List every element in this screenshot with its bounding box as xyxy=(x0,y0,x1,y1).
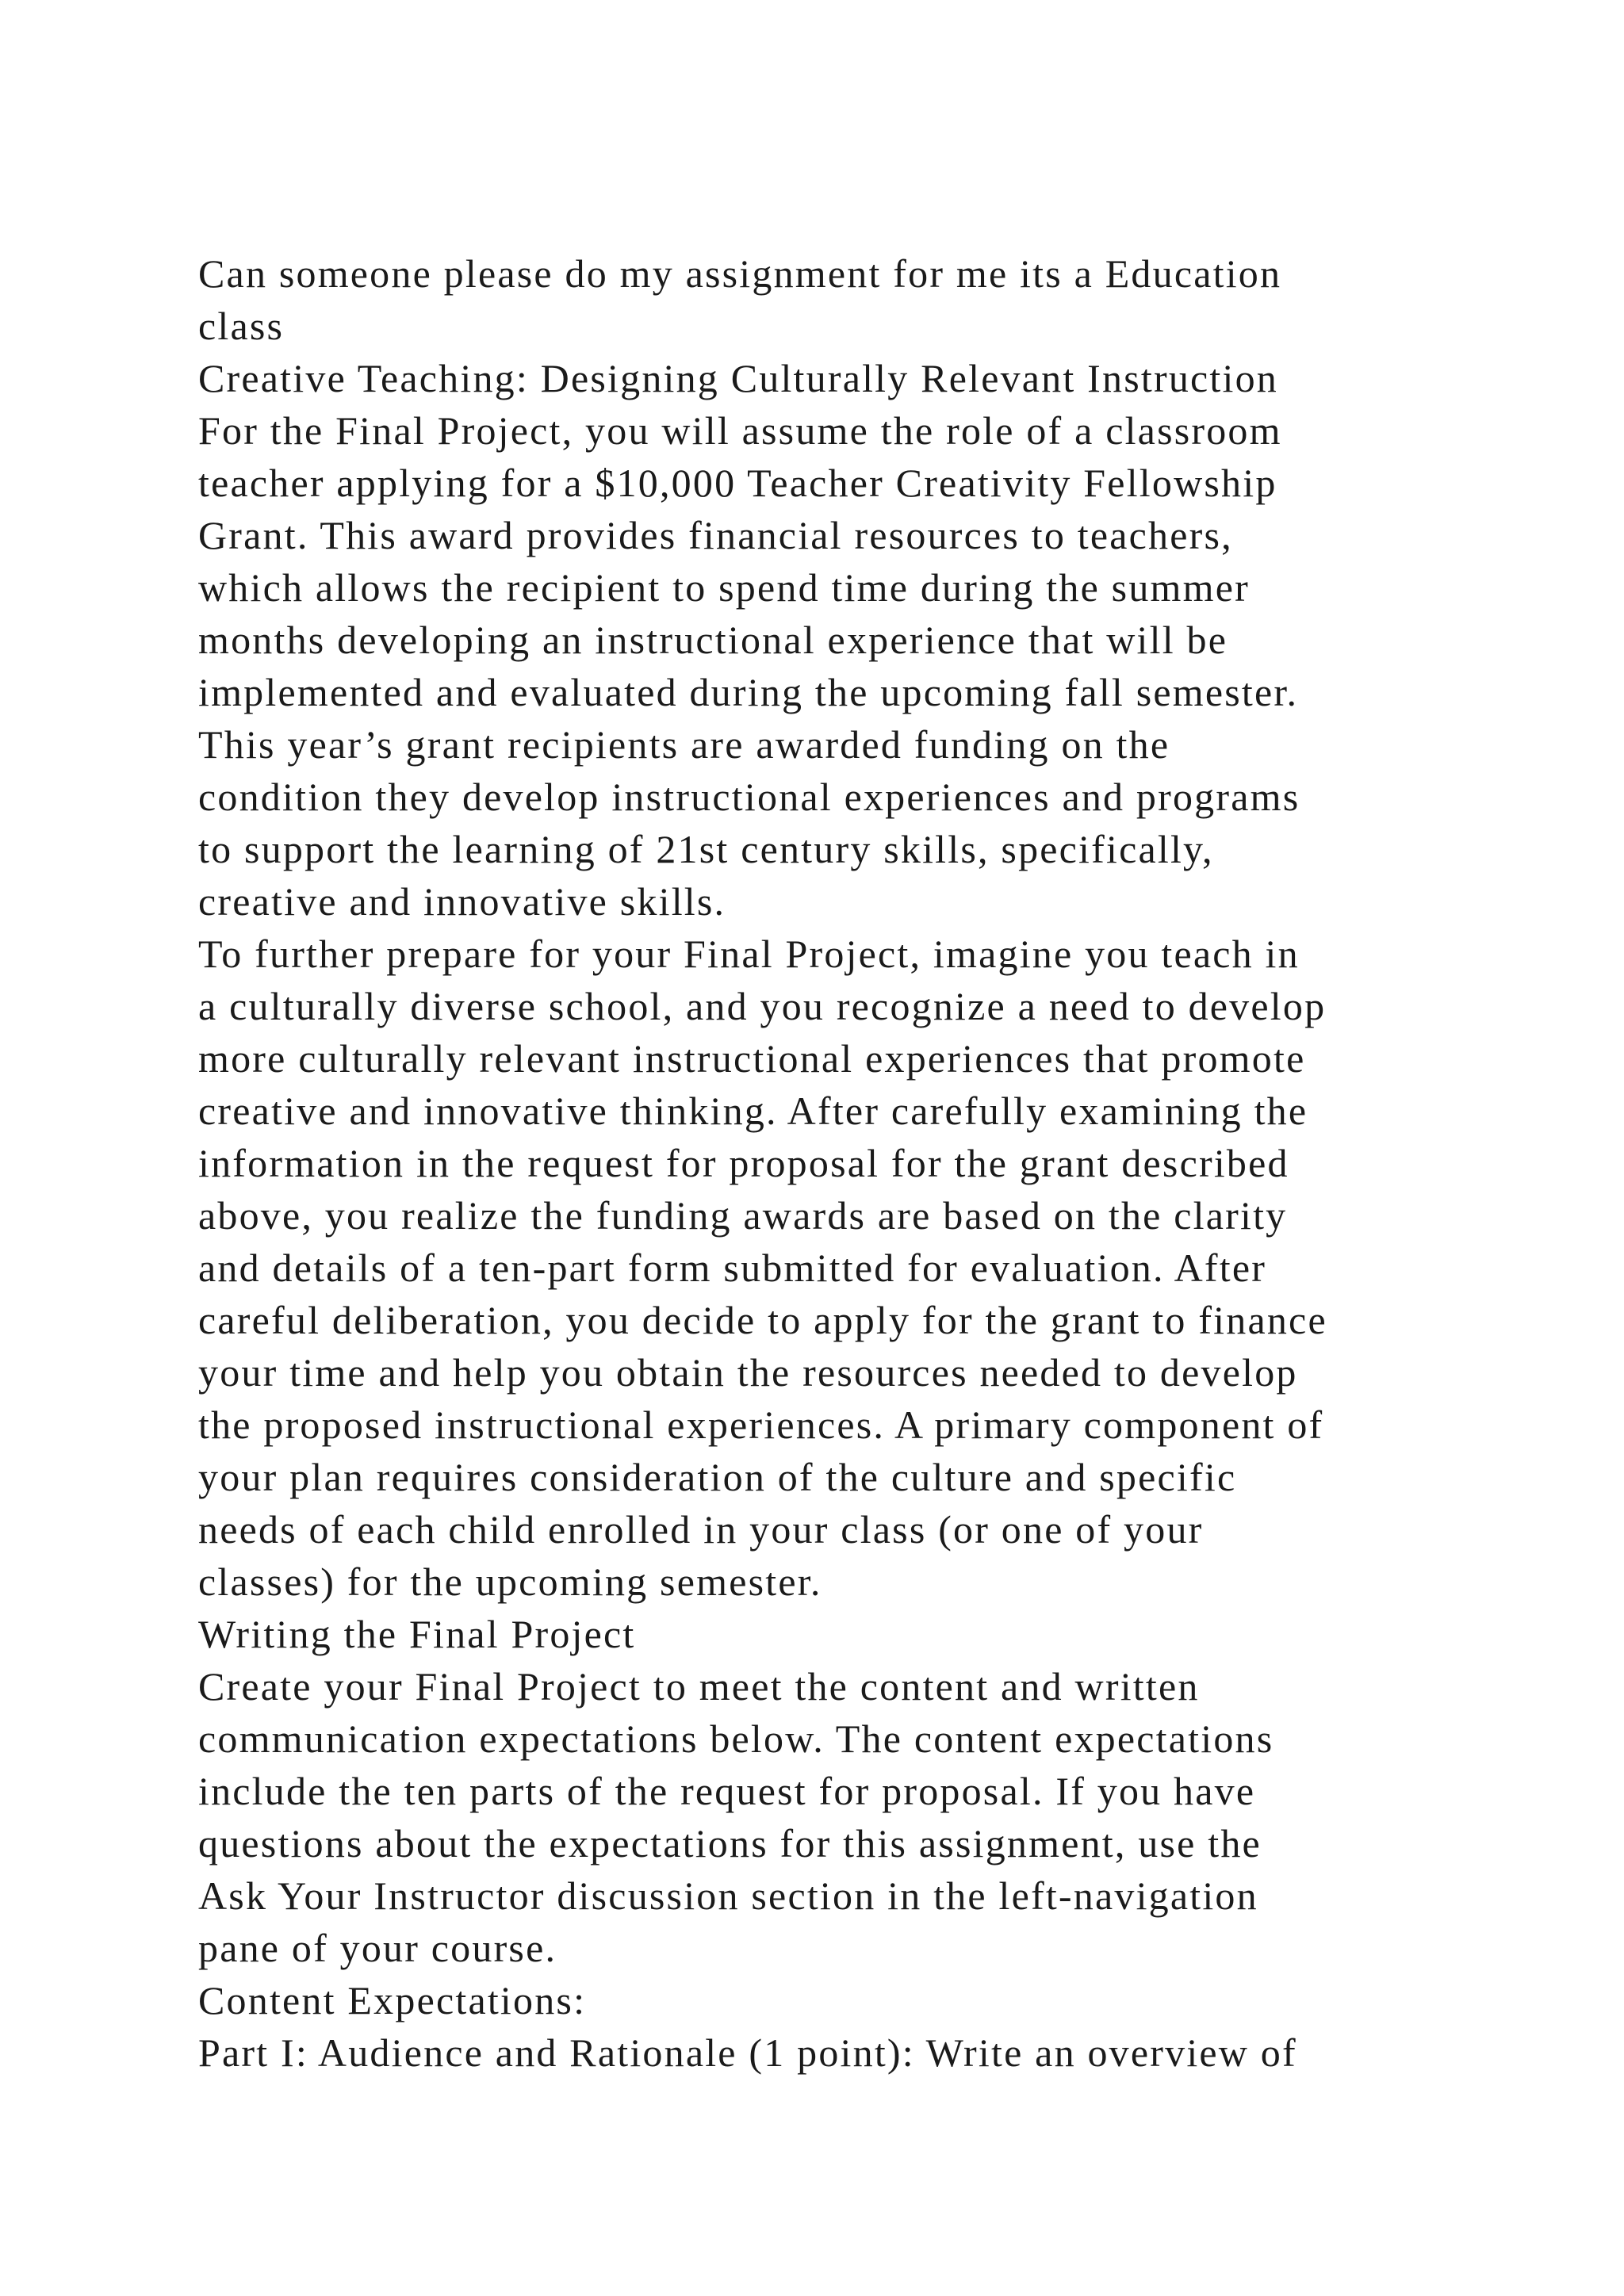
section-heading: Content Expectations: xyxy=(198,1978,587,2022)
document-line: teacher applying for a $10,000 Teacher Creativity Fellowship xyxy=(198,461,1277,505)
document-line: more culturally relevant instructional experiences that promote xyxy=(198,1036,1306,1081)
document-line: To further prepare for your Final Project, imagine you teach in xyxy=(198,932,1300,976)
document-line: needs of each child enrolled in your class (or one of your xyxy=(198,1507,1204,1552)
document-line: communication expectations below. The content expectations xyxy=(198,1716,1274,1761)
document-line: which allows the recipient to spend time during the summer xyxy=(198,565,1250,610)
section-title: Creative Teaching: Designing Culturally Relevant Instruction xyxy=(198,356,1279,400)
document-line: Create your Final Project to meet the content and written xyxy=(198,1664,1200,1709)
document-line: classes) for the upcoming semester. xyxy=(198,1559,822,1604)
document-line: creative and innovative thinking. After carefully examining the xyxy=(198,1089,1308,1133)
document-line: Grant. This award provides financial resources to teachers, xyxy=(198,513,1233,557)
document-line: questions about the expectations for this assignment, use the xyxy=(198,1821,1262,1866)
document-line: your time and help you obtain the resources needed to develop xyxy=(198,1350,1298,1395)
document-line: information in the request for proposal for the grant described xyxy=(198,1141,1289,1185)
document-line: and details of a ten-part form submitted for evaluation. After xyxy=(198,1246,1267,1290)
document-line: implemented and evaluated during the upcoming fall semester. xyxy=(198,670,1299,714)
document-line: to support the learning of 21st century skills, specifically, xyxy=(198,827,1214,871)
document-line: Can someone please do my assignment for me its a Education xyxy=(198,251,1282,296)
document-line: For the Final Project, you will assume the role of a classroom xyxy=(198,408,1282,453)
document-line: class xyxy=(198,304,285,348)
document-line: above, you realize the funding awards are based on the clarity xyxy=(198,1193,1288,1238)
document-line: This year’s grant recipients are awarded funding on the xyxy=(198,722,1170,767)
document-line: a culturally diverse school, and you recognize a need to develop xyxy=(198,984,1327,1028)
document-line: pane of your course. xyxy=(198,1926,557,1970)
document-line: careful deliberation, you decide to apply for the grant to finance xyxy=(198,1298,1327,1342)
document-line: the proposed instructional experiences. A primary component of xyxy=(198,1402,1324,1447)
section-heading: Writing the Final Project xyxy=(198,1612,636,1656)
document-line: condition they develop instructional experiences and programs xyxy=(198,775,1300,819)
document-line: Part I: Audience and Rationale (1 point): Write an overview of xyxy=(198,2030,1297,2075)
document-body xyxy=(198,247,1499,2079)
document-line: Ask Your Instructor discussion section in the left-navigation xyxy=(198,1873,1258,1918)
document-line: include the ten parts of the request for proposal. If you have xyxy=(198,1769,1256,1813)
document-line: months developing an instructional experience that will be xyxy=(198,618,1228,662)
document-line: creative and innovative skills. xyxy=(198,879,726,924)
document-line: your plan requires consideration of the culture and specific xyxy=(198,1455,1237,1499)
